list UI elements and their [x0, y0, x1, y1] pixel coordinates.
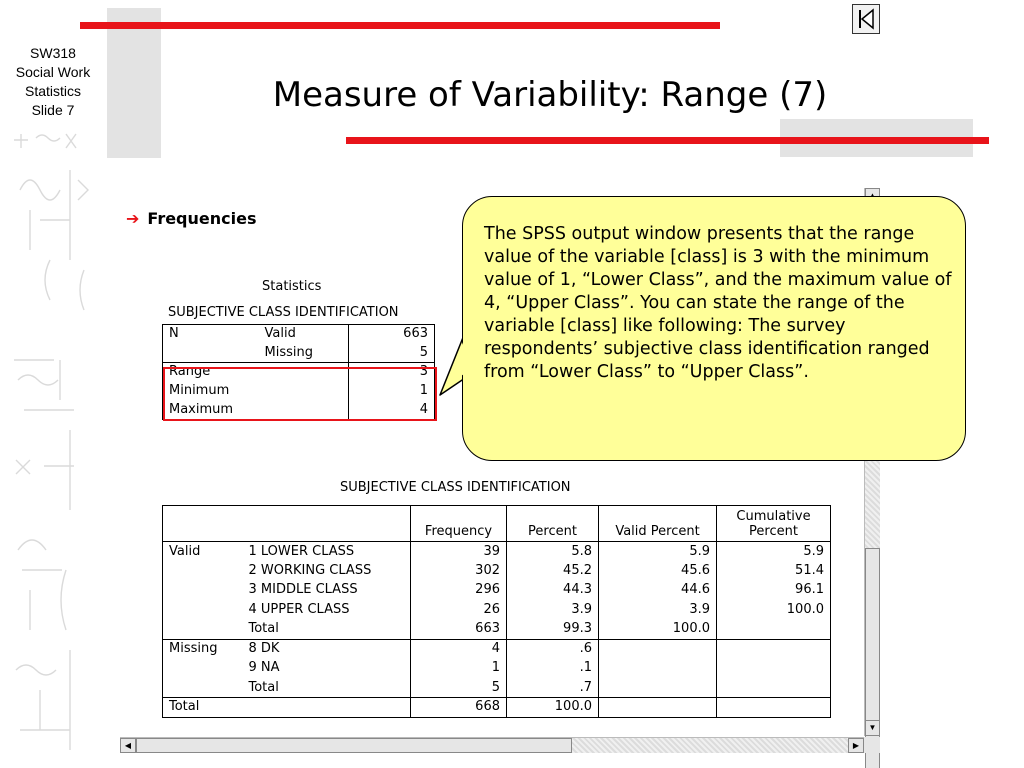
callout-text: The SPSS output window presents that the range value of the variable [class] is 3 with the minimum value of 1, “Lower Class”, and the maximum value of 4, “Upper Class”. You can state the range of the variable [class] like following: The survey respondents’ subjective class identification ranged from “Lower Class” to “Upper Class”. [484, 224, 952, 382]
table-cell: 3 [349, 363, 435, 382]
triangle-down-icon: ▼ [868, 723, 877, 732]
table-cell [717, 678, 831, 698]
first-slide-button[interactable] [852, 4, 880, 34]
table-cell: 96.1 [717, 581, 831, 601]
frequency-table-title: SUBJECTIVE CLASS IDENTIFICATION [340, 480, 571, 495]
table-cell: 44.6 [599, 581, 717, 601]
table-row [163, 639, 831, 659]
table-cell: 99.3 [507, 620, 599, 640]
table-cell: 663 [411, 620, 507, 640]
table-row [163, 344, 435, 363]
table-cell [163, 561, 243, 581]
table-cell: 45.2 [507, 561, 599, 581]
slide-label [4, 44, 102, 120]
table-cell: 5.8 [507, 542, 599, 562]
slide-label-line: Slide 7 [31, 102, 75, 118]
table-row [163, 581, 831, 601]
table-cell [243, 698, 411, 718]
table-cell [717, 639, 831, 659]
table-cell: 1 LOWER CLASS [243, 542, 411, 562]
triangle-left-icon: ◀ [124, 741, 132, 750]
frequency-table [162, 505, 831, 718]
statistics-title: Statistics [262, 279, 322, 294]
table-cell: Maximum [163, 401, 349, 420]
slide-label-line: SW318 [30, 45, 76, 61]
table-cell: 8 DK [243, 639, 411, 659]
table-cell [599, 698, 717, 718]
horizontal-scrollbar[interactable] [120, 737, 864, 753]
table-header-cell [243, 506, 411, 542]
table-cell: 100.0 [507, 698, 599, 718]
decorative-formula-background [0, 130, 104, 768]
table-row [163, 698, 831, 718]
decorative-red-line [80, 22, 720, 29]
scroll-down-button[interactable] [865, 720, 880, 736]
table-cell: 1 [411, 659, 507, 679]
table-cell: Valid [163, 542, 243, 562]
table-cell: Missing [163, 639, 243, 659]
table-cell: N [163, 325, 259, 344]
table-cell: .6 [507, 639, 599, 659]
table-cell: 5 [349, 344, 435, 363]
table-header-cell [163, 506, 243, 542]
table-cell [599, 678, 717, 698]
slide-title: Measure of Variability: Range (7) [272, 75, 828, 115]
table-cell: Total [243, 678, 411, 698]
table-cell: 4 UPPER CLASS [243, 600, 411, 620]
scrollbar-corner [864, 737, 880, 753]
table-row [163, 659, 831, 679]
table-cell: 1 [349, 382, 435, 401]
frequencies-heading-label: Frequencies [147, 209, 257, 228]
table-cell [163, 344, 259, 363]
table-cell: 296 [411, 581, 507, 601]
table-cell: .1 [507, 659, 599, 679]
slide-label-line: Social Work [15, 64, 91, 80]
table-cell: Missing [259, 344, 349, 363]
table-cell: 3.9 [507, 600, 599, 620]
table-cell: 3 MIDDLE CLASS [243, 581, 411, 601]
column-header-percent: Percent [507, 506, 599, 542]
table-cell [717, 698, 831, 718]
column-header-cumulative-percent: Cumulative Percent [717, 506, 831, 542]
range-highlight-box [163, 367, 437, 421]
table-cell: 100.0 [717, 600, 831, 620]
table-cell [163, 678, 243, 698]
table-cell [717, 620, 831, 640]
table-cell: 100.0 [599, 620, 717, 640]
table-cell: 5.9 [717, 542, 831, 562]
table-cell [599, 639, 717, 659]
table-header-row [163, 506, 831, 542]
slide-label-line: Statistics [24, 83, 81, 99]
table-row [163, 561, 831, 581]
arrow-right-icon: ➔ [126, 209, 140, 228]
table-cell [163, 600, 243, 620]
formula-pattern-icon [0, 130, 104, 768]
table-cell: 5.9 [599, 542, 717, 562]
triangle-right-icon: ▶ [852, 741, 860, 750]
table-cell: Total [163, 698, 243, 718]
column-header-valid-percent: Valid Percent [599, 506, 717, 542]
scroll-left-button[interactable] [120, 738, 136, 753]
statistics-variable-name: SUBJECTIVE CLASS IDENTIFICATION [168, 305, 399, 320]
table-row [163, 620, 831, 640]
table-cell: 4 [349, 401, 435, 420]
table-cell: Valid [259, 325, 349, 344]
decorative-red-line [346, 137, 989, 144]
table-cell: 39 [411, 542, 507, 562]
table-cell: 302 [411, 561, 507, 581]
column-header-frequency: Frequency [411, 506, 507, 542]
table-cell [163, 581, 243, 601]
table-cell [163, 659, 243, 679]
first-slide-icon [856, 8, 876, 30]
table-row [163, 678, 831, 698]
table-cell: .7 [507, 678, 599, 698]
table-cell: 45.6 [599, 561, 717, 581]
horizontal-scroll-thumb[interactable] [136, 738, 572, 753]
table-cell: Minimum [163, 382, 349, 401]
table-cell: 51.4 [717, 561, 831, 581]
table-cell: 663 [349, 325, 435, 344]
table-cell: 2 WORKING CLASS [243, 561, 411, 581]
table-cell: 668 [411, 698, 507, 718]
table-cell: 9 NA [243, 659, 411, 679]
table-cell [717, 659, 831, 679]
table-cell: Range [163, 363, 349, 382]
scroll-right-button[interactable] [848, 738, 864, 753]
table-cell [163, 620, 243, 640]
table-cell: 4 [411, 639, 507, 659]
table-cell: Total [243, 620, 411, 640]
table-row [163, 325, 435, 344]
table-cell: 26 [411, 600, 507, 620]
table-cell: 3.9 [599, 600, 717, 620]
table-cell: 5 [411, 678, 507, 698]
decorative-grey-bar [107, 8, 161, 158]
table-row [163, 542, 831, 562]
table-cell [599, 659, 717, 679]
table-row [163, 600, 831, 620]
table-cell: 44.3 [507, 581, 599, 601]
frequencies-heading [126, 209, 256, 228]
